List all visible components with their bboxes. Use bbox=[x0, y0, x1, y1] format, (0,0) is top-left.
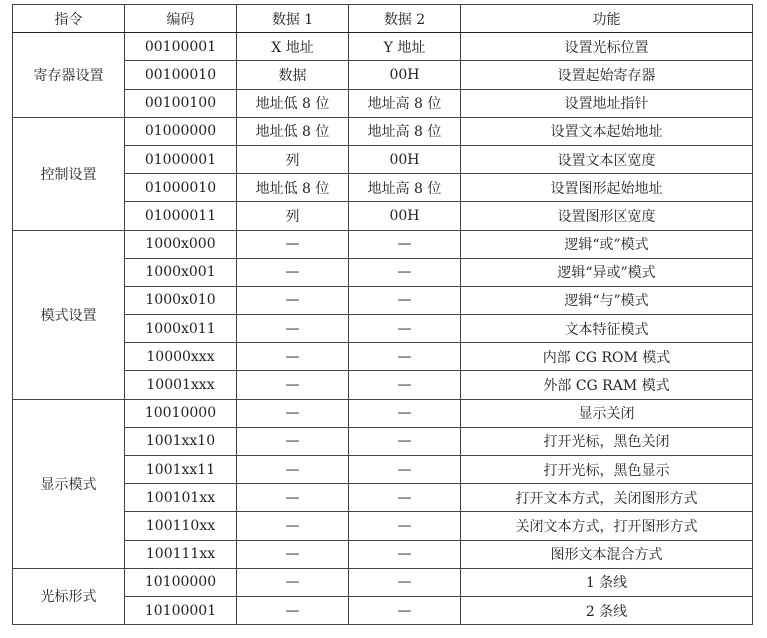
code-cell: 00100100 bbox=[125, 89, 237, 117]
code-cell: 01000000 bbox=[125, 117, 237, 145]
function-cell: 显示关闭 bbox=[461, 399, 753, 427]
data2-cell: — bbox=[349, 286, 461, 314]
data2-cell: 地址高 8 位 bbox=[349, 117, 461, 145]
data2-cell: — bbox=[349, 258, 461, 286]
function-cell: 设置图形起始地址 bbox=[461, 174, 753, 202]
code-cell: 100110xx bbox=[125, 512, 237, 540]
data1-cell: — bbox=[237, 371, 349, 399]
table-row bbox=[13, 33, 753, 61]
code-cell: 10100000 bbox=[125, 568, 237, 596]
data1-cell: 地址低 8 位 bbox=[237, 117, 349, 145]
data2-cell: 地址高 8 位 bbox=[349, 174, 461, 202]
data1-cell: — bbox=[237, 343, 349, 371]
function-cell: 外部 CG RAM 模式 bbox=[461, 371, 753, 399]
group-name-cell: 模式设置 bbox=[13, 230, 125, 399]
table-body bbox=[13, 33, 753, 625]
data2-cell: Y 地址 bbox=[349, 33, 461, 61]
function-cell: 打开光标，黑色关闭 bbox=[461, 427, 753, 455]
data1-cell: X 地址 bbox=[237, 33, 349, 61]
data1-cell: 列 bbox=[237, 202, 349, 230]
function-cell: 设置文本区宽度 bbox=[461, 145, 753, 173]
data2-cell: 00H bbox=[349, 202, 461, 230]
group-name-cell: 显示模式 bbox=[13, 399, 125, 568]
code-cell: 01000011 bbox=[125, 202, 237, 230]
data2-cell: — bbox=[349, 484, 461, 512]
function-cell: 设置图形区宽度 bbox=[461, 202, 753, 230]
function-cell: 文本特征模式 bbox=[461, 315, 753, 343]
data1-cell: — bbox=[237, 540, 349, 568]
data1-cell: — bbox=[237, 258, 349, 286]
function-cell: 2 条线 bbox=[461, 596, 753, 624]
code-cell: 01000010 bbox=[125, 174, 237, 202]
function-cell: 1 条线 bbox=[461, 568, 753, 596]
data1-cell: 数据 bbox=[237, 61, 349, 89]
data2-cell: — bbox=[349, 230, 461, 258]
header-row bbox=[13, 5, 753, 33]
data2-cell: — bbox=[349, 399, 461, 427]
data1-cell: — bbox=[237, 568, 349, 596]
data2-cell: — bbox=[349, 427, 461, 455]
code-cell: 01000001 bbox=[125, 145, 237, 173]
function-cell: 设置光标位置 bbox=[461, 33, 753, 61]
function-cell: 逻辑“异或”模式 bbox=[461, 258, 753, 286]
header-instruction: 指令 bbox=[13, 5, 125, 33]
data1-cell: — bbox=[237, 596, 349, 624]
data2-cell: 00H bbox=[349, 145, 461, 173]
data2-cell: — bbox=[349, 512, 461, 540]
data1-cell: — bbox=[237, 315, 349, 343]
code-cell: 1000x000 bbox=[125, 230, 237, 258]
data1-cell: — bbox=[237, 456, 349, 484]
table-row bbox=[13, 117, 753, 145]
table-row bbox=[13, 230, 753, 258]
data2-cell: — bbox=[349, 315, 461, 343]
header-data-1: 数据 1 bbox=[237, 5, 349, 33]
code-cell: 00100001 bbox=[125, 33, 237, 61]
function-cell: 逻辑“与”模式 bbox=[461, 286, 753, 314]
group-name-cell: 光标形式 bbox=[13, 568, 125, 624]
function-cell: 关闭文本方式，打开图形方式 bbox=[461, 512, 753, 540]
code-cell: 1000x001 bbox=[125, 258, 237, 286]
code-cell: 1000x011 bbox=[125, 315, 237, 343]
code-cell: 10000xxx bbox=[125, 343, 237, 371]
group-name-cell: 控制设置 bbox=[13, 117, 125, 230]
data1-cell: — bbox=[237, 427, 349, 455]
data2-cell: — bbox=[349, 371, 461, 399]
code-cell: 1000x010 bbox=[125, 286, 237, 314]
data2-cell: — bbox=[349, 540, 461, 568]
data2-cell: 00H bbox=[349, 61, 461, 89]
data1-cell: — bbox=[237, 286, 349, 314]
data2-cell: 地址高 8 位 bbox=[349, 89, 461, 117]
header-function: 功能 bbox=[461, 5, 753, 33]
function-cell: 设置地址指针 bbox=[461, 89, 753, 117]
function-cell: 打开文本方式，关闭图形方式 bbox=[461, 484, 753, 512]
function-cell: 内部 CG ROM 模式 bbox=[461, 343, 753, 371]
code-cell: 100111xx bbox=[125, 540, 237, 568]
table-row bbox=[13, 399, 753, 427]
command-table bbox=[12, 4, 753, 625]
code-cell: 1001xx11 bbox=[125, 456, 237, 484]
data1-cell: 地址低 8 位 bbox=[237, 174, 349, 202]
code-cell: 10010000 bbox=[125, 399, 237, 427]
header-code: 编码 bbox=[125, 5, 237, 33]
data2-cell: — bbox=[349, 596, 461, 624]
function-cell: 设置文本起始地址 bbox=[461, 117, 753, 145]
data1-cell: — bbox=[237, 230, 349, 258]
data2-cell: — bbox=[349, 456, 461, 484]
code-cell: 1001xx10 bbox=[125, 427, 237, 455]
code-cell: 10001xxx bbox=[125, 371, 237, 399]
code-cell: 10100001 bbox=[125, 596, 237, 624]
code-cell: 00100010 bbox=[125, 61, 237, 89]
data1-cell: — bbox=[237, 484, 349, 512]
group-name-cell: 寄存器设置 bbox=[13, 33, 125, 118]
data1-cell: — bbox=[237, 512, 349, 540]
function-cell: 打开光标，黑色显示 bbox=[461, 456, 753, 484]
code-cell: 100101xx bbox=[125, 484, 237, 512]
data2-cell: — bbox=[349, 568, 461, 596]
data1-cell: 地址低 8 位 bbox=[237, 89, 349, 117]
data1-cell: 列 bbox=[237, 145, 349, 173]
table-row bbox=[13, 568, 753, 596]
function-cell: 图形文本混合方式 bbox=[461, 540, 753, 568]
function-cell: 逻辑“或”模式 bbox=[461, 230, 753, 258]
data2-cell: — bbox=[349, 343, 461, 371]
data1-cell: — bbox=[237, 399, 349, 427]
function-cell: 设置起始寄存器 bbox=[461, 61, 753, 89]
header-data-2: 数据 2 bbox=[349, 5, 461, 33]
